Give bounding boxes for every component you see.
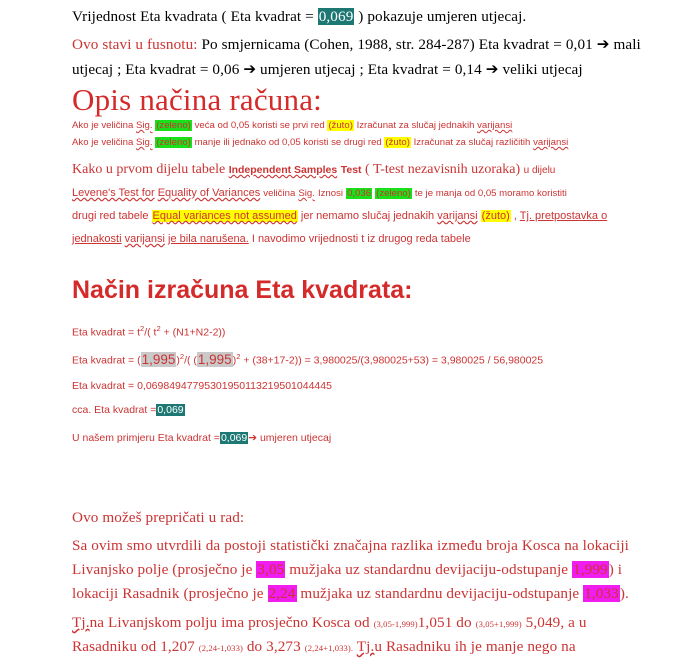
- intro-footnote-line: [72, 32, 672, 57]
- sd-value-livanjsko: 1,999: [573, 561, 608, 578]
- rule2-prefix: Ako je veličina: [72, 137, 134, 148]
- mean-value-rasadnik: 2,24: [268, 585, 296, 602]
- arrow-icon: ➔: [243, 60, 257, 78]
- levene-l3-prefix: drugi red tabele: [72, 210, 149, 222]
- levene-l2-tail: te je manja od 0,05 moramo koristiti: [414, 188, 567, 199]
- formula1-sup1: 2: [140, 324, 145, 333]
- formula-line-1: [72, 316, 672, 346]
- footnote-label: Ovo stavi u fusnotu:: [72, 36, 198, 53]
- prepricati-l5-b: do 3,273: [246, 638, 301, 655]
- mean-value-livanjsko: 3,05: [257, 561, 285, 578]
- rule2-green-chip: (zeleno): [156, 137, 191, 148]
- levene-l1-translation: ( T-test nezavisnih uzoraka): [365, 162, 521, 177]
- arrow-icon: ➔: [485, 60, 499, 78]
- formula-line-5: [72, 425, 672, 451]
- eta-squared-rounded-highlight: 0,069: [157, 404, 184, 416]
- prepricati-line-1: Sa ovim smo utvrdili da postoji statistički značajna razlika između broja Kosca na lokaciji: [72, 537, 629, 554]
- levene-l2-equality: Equality of Variances: [157, 187, 261, 199]
- rule1-varijansi: varijansi: [477, 120, 513, 131]
- arrow-icon: ➔: [248, 432, 258, 444]
- rule2-varijansi: varijansi: [533, 137, 569, 148]
- levene-l1-test-word: Test: [340, 164, 362, 176]
- intro-line1-prefix: Vrijednost Eta kvadrata ( Eta kvadrat =: [72, 8, 314, 25]
- rule1-tail: Izračunat za slučaj jednakih: [356, 120, 475, 131]
- prepricati-l4-c: 5,049, a u: [525, 614, 587, 631]
- prepricati-l2-b: mužjaka uz standardnu devijaciju-odstupanje: [289, 561, 569, 578]
- heading-opis-nacina-racuna: Opis načina računa:: [72, 82, 322, 117]
- heading-nacin-izracuna: Način izračuna Eta kvadrata:: [72, 276, 413, 304]
- levene-l2-iznosi: Iznosi: [317, 188, 344, 199]
- t-value-highlight-1: 1,995: [141, 351, 176, 367]
- prepricati-l4-tj: Tj.: [72, 614, 90, 631]
- levene-l3-varijansi: varijansi: [437, 210, 478, 222]
- formula1-a: Eta kvadrat = t: [72, 326, 140, 339]
- prepricati-line-3: [72, 581, 672, 606]
- formula5-conclusion: umjeren utjecaj: [259, 432, 332, 444]
- prepricati-l4-a: na Livanjskom polju ima prosječno Kosca od: [89, 614, 370, 631]
- intro-footnote-line-2: [72, 57, 672, 82]
- formula2-a: Eta kvadrat = (: [72, 354, 141, 367]
- levene-l4-narusena: je bila narušena.: [168, 233, 249, 245]
- levene-l4-jednakosti: jednakosti: [72, 233, 122, 245]
- footnote-small-effect: mali: [613, 36, 641, 53]
- levene-l1-tail: u dijelu: [523, 165, 556, 176]
- levene-l3-comma: ,: [513, 210, 517, 222]
- formula2-e: + (38+17-2)) = 3,980025/(3,980025+53) = 3,980025 / 56,980025: [240, 354, 544, 367]
- eta-squared-example-highlight: 0,069: [220, 432, 248, 444]
- prepricati-l3-a: lokaciji Rasadnik (prosječno je: [72, 585, 264, 602]
- formula1-b: /( t: [144, 326, 157, 339]
- levene-l4-varijansi: varijansi: [124, 233, 165, 245]
- formula4-label: cca. Eta kvadrat =: [72, 404, 157, 416]
- equal-variances-not-assumed-highlight: Equal variances not assumed: [152, 210, 297, 222]
- levene-l1-prefix: Kako u prvom dijelu tabele: [72, 162, 226, 177]
- levene-line-1: [72, 158, 672, 182]
- rule1-middle: veća od 0,05 koristi se prvi red: [194, 120, 325, 131]
- prepricati-l5-c: u Rasadniku ih je manje nego na: [374, 638, 576, 655]
- formula2-b: ): [176, 354, 180, 367]
- range-expression-3: (2,24-1,033): [198, 643, 243, 653]
- footnote-moderate-effect: umjeren utjecaj ; Eta kvadrat = 0,14: [260, 61, 482, 78]
- intro-paragraph-1: [72, 4, 672, 29]
- rule1-green-chip: (zeleno): [156, 120, 191, 131]
- formula2-d: ): [232, 354, 237, 367]
- levene-line-2: [72, 182, 672, 206]
- arrow-icon: ➔: [596, 35, 610, 53]
- rule-line-1: [72, 117, 672, 135]
- formula-line-3: Eta kvadrat = 0,06984947795301950113219501044445: [72, 380, 332, 392]
- levene-line-3: [72, 205, 672, 228]
- prepricati-line-2: [72, 557, 672, 582]
- levene-l2-levene: Levene's Test for: [72, 187, 155, 199]
- prepricati-l3-c: ).: [619, 585, 629, 602]
- prepricati-l4-b: 1,051 do: [417, 614, 472, 631]
- formula1-sup2: 2: [156, 324, 161, 333]
- range-expression-2: (3,05+1,999): [475, 619, 522, 629]
- sd-value-rasadnik: 1,033: [584, 585, 619, 602]
- t-value-highlight-2: 1,995: [197, 351, 232, 367]
- range-expression-4: (2,24+1,033).: [304, 643, 354, 653]
- eta-squared-value-highlight: 0,069: [318, 8, 354, 25]
- prepricati-intro: Ovo možeš prepričati u rad:: [72, 509, 245, 526]
- levene-l3-yellow-chip: (žuto): [481, 210, 510, 222]
- rule-line-2: [72, 134, 672, 152]
- prepricati-l5-tj: Tj.: [356, 638, 375, 655]
- intro-line1-suffix: ) pokazuje umjeren utjecaj.: [358, 8, 527, 25]
- rule2-sig: Sig.: [136, 137, 153, 148]
- formula5-label: U našem primjeru Eta kvadrat =: [72, 432, 220, 444]
- levene-l3-tail: Tj. pretpostavka o: [519, 210, 608, 222]
- levene-l2-velicina: veličina: [263, 188, 296, 199]
- levene-l4-tail: I navodimo vrijednosti t iz drugog reda tabele: [251, 233, 471, 245]
- footnote-text: Po smjernicama (Cohen, 1988, str. 284-287) Eta kvadrat = 0,01: [201, 36, 593, 53]
- rule1-sig: Sig.: [136, 120, 153, 131]
- rule2-yellow-chip: (žuto): [385, 137, 410, 148]
- rule2-tail: Izračunat za slučaj različitih: [413, 137, 531, 148]
- formula2-sup2: 2: [236, 352, 241, 361]
- formula2-c: /( (: [184, 354, 197, 367]
- levene-line-4: [72, 228, 672, 251]
- range-expression-1: (3,05-1,999): [373, 619, 418, 629]
- prepricati-l3-b: mužjaka uz standardnu devijaciju-odstupanje: [300, 585, 580, 602]
- prepricati-l2-a: Livanjsko polje (prosječno je: [72, 561, 253, 578]
- prepricati-l5-a: Rasadniku od 1,207: [72, 638, 195, 655]
- rule1-yellow-chip: (žuto): [328, 120, 353, 131]
- prepricati-l2-c: ) i: [608, 561, 623, 578]
- levene-sig-value: 0,036: [347, 188, 372, 199]
- rule2-middle: manje ili jednako od 0,05 koristi se drugi red: [194, 137, 382, 148]
- formula-line-4: [72, 397, 672, 423]
- levene-l2-sig: Sig.: [298, 188, 315, 199]
- prepricati-line-5: [72, 634, 672, 661]
- prepricati-line-4: [72, 610, 672, 637]
- footnote-moderate-prefix: utjecaj ; Eta kvadrat = 0,06: [72, 61, 240, 78]
- rule1-prefix: Ako je veličina: [72, 120, 134, 131]
- formula1-c: + (N1+N2-2)): [160, 326, 226, 339]
- formula-line-2: [72, 344, 672, 374]
- formula2-sup1: 2: [179, 352, 185, 361]
- levene-l1-test-name: Independent Samples: [228, 164, 338, 176]
- levene-l2-green-chip: (zeleno): [376, 188, 411, 199]
- footnote-large-effect: veliki utjecaj: [502, 61, 583, 78]
- levene-l3-middle: jer nemamo slučaj jednakih: [300, 210, 435, 222]
